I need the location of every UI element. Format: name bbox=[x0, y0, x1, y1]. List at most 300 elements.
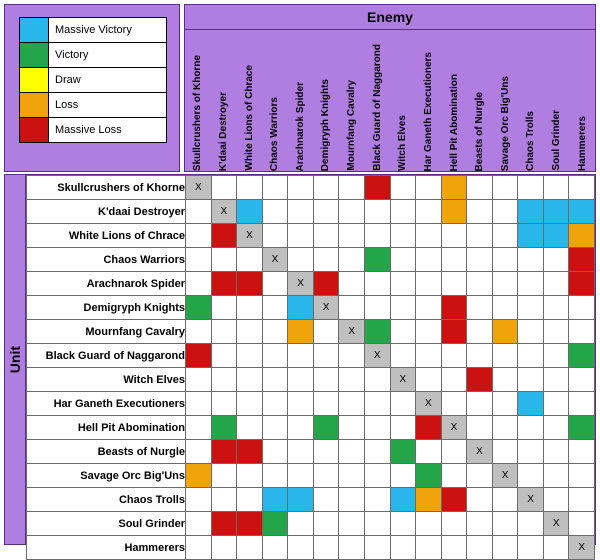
unit-row-label: Har Ganeth Executioners bbox=[27, 392, 186, 416]
matchup-cell bbox=[262, 176, 288, 200]
matchup-cell bbox=[543, 440, 569, 464]
matchup-cell: X bbox=[569, 536, 595, 560]
unit-row-label: Demigryph Knights bbox=[27, 296, 186, 320]
matchup-cell bbox=[390, 320, 416, 344]
matchup-cell bbox=[237, 248, 263, 272]
enemy-column-header bbox=[493, 30, 519, 171]
enemy-column-header-label: Hammerers bbox=[576, 115, 588, 171]
matchup-cell bbox=[237, 416, 263, 440]
matchup-cell bbox=[543, 296, 569, 320]
matchup-cell: X bbox=[288, 272, 314, 296]
table-row bbox=[27, 392, 595, 416]
matchup-cell bbox=[441, 368, 467, 392]
matchup-cell bbox=[288, 344, 314, 368]
matchup-cell bbox=[518, 296, 544, 320]
matchup-cell bbox=[518, 272, 544, 296]
matchup-cell: X bbox=[186, 176, 212, 200]
matchup-cell bbox=[237, 512, 263, 536]
enemy-column-header-label: Demigryph Knights bbox=[320, 78, 332, 171]
matchup-cell bbox=[313, 392, 339, 416]
matchup-cell bbox=[467, 392, 493, 416]
matchup-cell bbox=[390, 392, 416, 416]
unit-row-label: Savage Orc Big'Uns bbox=[27, 464, 186, 488]
matchup-cell bbox=[492, 536, 518, 560]
matchup-cell bbox=[288, 248, 314, 272]
matchup-cell bbox=[262, 272, 288, 296]
unit-row-label: White Lions of Chrace bbox=[27, 224, 186, 248]
matchup-cell bbox=[186, 296, 212, 320]
matchup-cell bbox=[313, 416, 339, 440]
matchup-cell bbox=[262, 296, 288, 320]
matchup-cell bbox=[186, 368, 212, 392]
matchup-cell bbox=[492, 488, 518, 512]
matchup-cell bbox=[441, 224, 467, 248]
matchup-cell bbox=[211, 488, 237, 512]
matchup-cell: X bbox=[313, 296, 339, 320]
matchup-cell bbox=[339, 488, 365, 512]
matchup-cell bbox=[569, 176, 595, 200]
matchup-cell bbox=[364, 176, 390, 200]
matchup-cell bbox=[186, 536, 212, 560]
matchup-cell bbox=[416, 224, 442, 248]
matchup-cell bbox=[569, 392, 595, 416]
matchup-cell bbox=[262, 392, 288, 416]
matchup-cell bbox=[467, 464, 493, 488]
matchup-cell bbox=[262, 536, 288, 560]
matchup-cell bbox=[211, 248, 237, 272]
matchup-cell bbox=[211, 344, 237, 368]
legend-item bbox=[20, 118, 166, 142]
legend-item bbox=[20, 93, 166, 118]
matchup-cell bbox=[441, 296, 467, 320]
matchup-cell bbox=[313, 344, 339, 368]
matchup-cell bbox=[186, 272, 212, 296]
matchup-cell bbox=[441, 344, 467, 368]
matchup-cell bbox=[416, 488, 442, 512]
matchup-cell bbox=[288, 488, 314, 512]
matchup-cell bbox=[313, 320, 339, 344]
matchup-cell bbox=[390, 272, 416, 296]
legend-swatch bbox=[20, 93, 49, 117]
matchup-cell bbox=[237, 368, 263, 392]
unit-header-label bbox=[4, 174, 26, 545]
matchup-cell bbox=[390, 176, 416, 200]
matchup-cell bbox=[416, 296, 442, 320]
matchup-cell bbox=[416, 344, 442, 368]
matchup-cell bbox=[467, 536, 493, 560]
matchup-cell bbox=[518, 176, 544, 200]
matchup-cell bbox=[288, 392, 314, 416]
matchup-cell bbox=[492, 344, 518, 368]
enemy-column-header-label: Soul Grinder bbox=[551, 110, 563, 171]
matchup-cell bbox=[262, 488, 288, 512]
table-row bbox=[27, 368, 595, 392]
matchup-cell: X bbox=[518, 488, 544, 512]
matchup-cell bbox=[441, 488, 467, 512]
matchup-cell bbox=[390, 296, 416, 320]
unit-row-label: Beasts of Nurgle bbox=[27, 440, 186, 464]
matchup-cell bbox=[543, 536, 569, 560]
matchup-cell bbox=[339, 200, 365, 224]
matchup-cell bbox=[492, 416, 518, 440]
matchup-cell bbox=[237, 392, 263, 416]
matchup-cell bbox=[518, 512, 544, 536]
enemy-column-header bbox=[185, 30, 211, 171]
matchup-cell bbox=[237, 440, 263, 464]
matchup-cell bbox=[492, 200, 518, 224]
unit-header-text: Unit bbox=[7, 345, 23, 374]
matchup-cell: X bbox=[416, 392, 442, 416]
matchup-cell bbox=[543, 464, 569, 488]
matchup-cell bbox=[467, 416, 493, 440]
matchup-cell bbox=[211, 320, 237, 344]
matchup-cell bbox=[364, 392, 390, 416]
matchup-cell: X bbox=[492, 464, 518, 488]
matchup-cell bbox=[211, 440, 237, 464]
enemy-column-header-label: K'daai Destroyer bbox=[217, 91, 229, 171]
matchup-cell bbox=[262, 368, 288, 392]
matchup-cell bbox=[467, 224, 493, 248]
legend-item bbox=[20, 68, 166, 93]
matchup-cell bbox=[262, 464, 288, 488]
matchup-cell bbox=[186, 344, 212, 368]
matchup-cell bbox=[492, 440, 518, 464]
matchup-cell bbox=[288, 368, 314, 392]
matchup-cell bbox=[467, 248, 493, 272]
matchup-cell bbox=[211, 464, 237, 488]
unit-row-label: Arachnarok Spider bbox=[27, 272, 186, 296]
matchup-cell bbox=[390, 344, 416, 368]
legend-item-label: Loss bbox=[55, 99, 79, 111]
matchup-cell bbox=[288, 224, 314, 248]
matchup-cell: X bbox=[467, 440, 493, 464]
legend-item bbox=[20, 43, 166, 68]
matchup-cell bbox=[416, 464, 442, 488]
matchup-cell bbox=[390, 224, 416, 248]
matchup-cell bbox=[364, 296, 390, 320]
matchup-cell bbox=[237, 344, 263, 368]
matchup-cell bbox=[313, 464, 339, 488]
matchup-cell bbox=[339, 440, 365, 464]
matchup-cell bbox=[416, 176, 442, 200]
matchup-cell bbox=[416, 272, 442, 296]
legend-item bbox=[20, 18, 166, 43]
matchup-cell: X bbox=[262, 248, 288, 272]
legend-item-label: Draw bbox=[55, 74, 81, 86]
matchup-cell bbox=[237, 536, 263, 560]
matchup-cell bbox=[441, 440, 467, 464]
matchup-cell bbox=[518, 320, 544, 344]
matchup-cell bbox=[288, 416, 314, 440]
matchup-cell bbox=[211, 512, 237, 536]
matchup-table bbox=[26, 175, 595, 560]
matchup-cell bbox=[237, 272, 263, 296]
unit-row-label: Chaos Trolls bbox=[27, 488, 186, 512]
enemy-column-header-label: Skullcrushers of Khorne bbox=[192, 54, 204, 171]
matchup-cell bbox=[339, 512, 365, 536]
matchup-cell bbox=[288, 320, 314, 344]
legend-swatch bbox=[20, 118, 49, 142]
matchup-cell bbox=[518, 464, 544, 488]
matchup-cell bbox=[492, 296, 518, 320]
matchup-cell bbox=[467, 320, 493, 344]
matchup-cell bbox=[543, 488, 569, 512]
matchup-cell bbox=[364, 200, 390, 224]
legend-box bbox=[19, 17, 167, 143]
matchup-cell: X bbox=[441, 416, 467, 440]
matchup-cell bbox=[518, 344, 544, 368]
matchup-cell bbox=[186, 416, 212, 440]
matchup-cell bbox=[364, 440, 390, 464]
enemy-column-header bbox=[364, 30, 390, 171]
legend-item-label: Massive Loss bbox=[55, 124, 122, 136]
matchup-cell: X bbox=[543, 512, 569, 536]
matchup-cell bbox=[492, 320, 518, 344]
legend-swatch bbox=[20, 68, 49, 92]
matchup-cell bbox=[492, 392, 518, 416]
table-row bbox=[27, 488, 595, 512]
table-row bbox=[27, 464, 595, 488]
unit-row-label: Hell Pit Abomination bbox=[27, 416, 186, 440]
unit-row-label: K'daai Destroyer bbox=[27, 200, 186, 224]
matchup-cell bbox=[339, 416, 365, 440]
matchup-cell bbox=[492, 512, 518, 536]
matchup-cell bbox=[364, 248, 390, 272]
matchup-cell bbox=[518, 368, 544, 392]
enemy-column-header-label: Har Ganeth Executioners bbox=[422, 51, 434, 171]
matchup-cell bbox=[416, 320, 442, 344]
matchup-cell bbox=[339, 368, 365, 392]
matchup-cell bbox=[186, 464, 212, 488]
matchup-cell: X bbox=[339, 320, 365, 344]
legend-item-label: Victory bbox=[55, 49, 89, 61]
matchup-cell bbox=[467, 200, 493, 224]
matchup-cell bbox=[492, 272, 518, 296]
matchup-cell bbox=[441, 512, 467, 536]
unit-row-label: Black Guard of Naggarond bbox=[27, 344, 186, 368]
matchup-cell bbox=[364, 368, 390, 392]
enemy-column-headers bbox=[184, 30, 596, 172]
matchup-cell bbox=[313, 488, 339, 512]
legend-item-label: Massive Victory bbox=[55, 24, 132, 36]
matchup-cell bbox=[364, 536, 390, 560]
matchup-cell bbox=[288, 200, 314, 224]
matchup-cell bbox=[441, 464, 467, 488]
matchup-cell bbox=[211, 392, 237, 416]
table-row bbox=[27, 440, 595, 464]
matchup-cell bbox=[543, 416, 569, 440]
matchup-cell bbox=[569, 296, 595, 320]
matchup-cell bbox=[390, 440, 416, 464]
matchup-cell bbox=[211, 176, 237, 200]
matchup-cell bbox=[262, 320, 288, 344]
matchup-cell bbox=[211, 296, 237, 320]
unit-row-label: Witch Elves bbox=[27, 368, 186, 392]
matchup-cell bbox=[211, 416, 237, 440]
matchup-cell bbox=[543, 248, 569, 272]
matchup-cell bbox=[313, 200, 339, 224]
matchup-cell bbox=[186, 200, 212, 224]
matchup-cell bbox=[364, 488, 390, 512]
matchup-cell bbox=[364, 464, 390, 488]
enemy-column-header bbox=[416, 30, 442, 171]
matchup-cell bbox=[467, 368, 493, 392]
matchup-cell bbox=[186, 224, 212, 248]
enemy-column-header bbox=[262, 30, 288, 171]
matchup-cell bbox=[569, 368, 595, 392]
matchup-cell bbox=[364, 512, 390, 536]
matchup-cell bbox=[262, 440, 288, 464]
matchup-cell bbox=[262, 344, 288, 368]
matchup-cell bbox=[390, 248, 416, 272]
matchup-cell bbox=[543, 344, 569, 368]
matchup-cell bbox=[518, 248, 544, 272]
matchup-cell bbox=[364, 320, 390, 344]
matchup-cell bbox=[390, 536, 416, 560]
matchup-cell bbox=[441, 272, 467, 296]
matchup-cell bbox=[416, 416, 442, 440]
legend-swatch bbox=[20, 43, 49, 67]
matchup-cell bbox=[543, 392, 569, 416]
matchup-cell bbox=[518, 440, 544, 464]
enemy-column-header bbox=[288, 30, 314, 171]
enemy-column-header-label: Chaos Trolls bbox=[525, 110, 537, 171]
matchup-cell bbox=[543, 200, 569, 224]
enemy-column-header-label: Mournfang Cavalry bbox=[346, 80, 358, 171]
matchup-cell bbox=[288, 296, 314, 320]
table-row bbox=[27, 248, 595, 272]
matchup-cell: X bbox=[211, 200, 237, 224]
matchup-cell bbox=[492, 248, 518, 272]
enemy-column-header-label: Savage Orc Big'Uns bbox=[499, 75, 511, 171]
matchup-cell bbox=[569, 224, 595, 248]
table-row bbox=[27, 344, 595, 368]
table-row bbox=[27, 320, 595, 344]
enemy-column-header bbox=[544, 30, 570, 171]
matchup-cell bbox=[569, 248, 595, 272]
enemy-column-header-label: Arachnarok Spider bbox=[294, 81, 306, 171]
matchup-cell bbox=[262, 416, 288, 440]
matchup-cell bbox=[543, 176, 569, 200]
matchup-cell bbox=[390, 200, 416, 224]
enemy-column-header bbox=[313, 30, 339, 171]
matchup-cell bbox=[492, 368, 518, 392]
table-row bbox=[27, 272, 595, 296]
enemy-column-header bbox=[569, 30, 595, 171]
matchup-cell bbox=[569, 344, 595, 368]
matchup-cell bbox=[186, 512, 212, 536]
matchup-cell bbox=[339, 224, 365, 248]
enemy-column-header bbox=[390, 30, 416, 171]
legend-swatch bbox=[20, 18, 49, 42]
matchup-cell bbox=[543, 368, 569, 392]
matchup-cell bbox=[569, 440, 595, 464]
matchup-cell bbox=[467, 272, 493, 296]
matchup-cell bbox=[492, 224, 518, 248]
matchup-cell bbox=[313, 272, 339, 296]
enemy-column-header-label: Witch Elves bbox=[397, 114, 409, 171]
enemy-column-header-label: Chaos Warriors bbox=[269, 96, 281, 171]
matchup-cell bbox=[288, 536, 314, 560]
unit-row-label: Chaos Warriors bbox=[27, 248, 186, 272]
table-row bbox=[27, 200, 595, 224]
matchup-cell bbox=[339, 248, 365, 272]
matchup-cell bbox=[518, 224, 544, 248]
matchup-cell bbox=[237, 488, 263, 512]
unit-row-label: Hammerers bbox=[27, 536, 186, 560]
matchup-cell bbox=[262, 200, 288, 224]
matchup-cell bbox=[518, 416, 544, 440]
matchup-cell bbox=[237, 464, 263, 488]
matchup-cell bbox=[569, 488, 595, 512]
matchup-cell bbox=[416, 536, 442, 560]
matchup-cell bbox=[313, 536, 339, 560]
table-row bbox=[27, 176, 595, 200]
enemy-column-header bbox=[236, 30, 262, 171]
enemy-column-header-label: Beasts of Nurgle bbox=[474, 91, 486, 171]
matchup-cell bbox=[313, 440, 339, 464]
table-row bbox=[27, 536, 595, 560]
matchup-cell bbox=[186, 248, 212, 272]
enemy-column-header bbox=[518, 30, 544, 171]
matchup-cell bbox=[339, 296, 365, 320]
matchup-cell bbox=[467, 344, 493, 368]
matchup-cell bbox=[211, 368, 237, 392]
matchup-cell bbox=[416, 512, 442, 536]
matchup-cell bbox=[186, 392, 212, 416]
enemy-column-header-label: Hell Pit Abomination bbox=[448, 73, 460, 171]
table-row bbox=[27, 296, 595, 320]
matchup-cell bbox=[416, 248, 442, 272]
table-row bbox=[27, 512, 595, 536]
matchup-cell bbox=[313, 224, 339, 248]
matchup-cell: X bbox=[390, 368, 416, 392]
matchup-cell bbox=[492, 176, 518, 200]
matchup-cell bbox=[416, 200, 442, 224]
matchup-cell bbox=[569, 464, 595, 488]
matchup-cell bbox=[211, 224, 237, 248]
matchup-cell bbox=[339, 392, 365, 416]
matchup-cell bbox=[569, 416, 595, 440]
matchup-grid bbox=[26, 174, 596, 554]
matchup-cell bbox=[262, 512, 288, 536]
matchup-cell bbox=[467, 512, 493, 536]
enemy-column-header bbox=[441, 30, 467, 171]
legend-panel bbox=[4, 4, 180, 172]
matchup-cell bbox=[518, 392, 544, 416]
matchup-cell bbox=[288, 440, 314, 464]
matchup-cell bbox=[186, 488, 212, 512]
matchup-cell bbox=[237, 320, 263, 344]
matchup-cell bbox=[237, 176, 263, 200]
matchup-cell bbox=[186, 440, 212, 464]
enemy-header-label: Enemy bbox=[184, 4, 596, 30]
matchup-cell bbox=[313, 176, 339, 200]
matchup-cell bbox=[441, 248, 467, 272]
matchup-cell bbox=[569, 512, 595, 536]
matchup-cell bbox=[339, 536, 365, 560]
matchup-cell bbox=[569, 272, 595, 296]
table-row bbox=[27, 416, 595, 440]
enemy-column-header bbox=[467, 30, 493, 171]
unit-row-label: Mournfang Cavalry bbox=[27, 320, 186, 344]
enemy-column-header-label: Black Guard of Naggarond bbox=[371, 44, 383, 171]
matchup-cell bbox=[569, 200, 595, 224]
matchup-cell bbox=[339, 464, 365, 488]
matchup-cell bbox=[467, 296, 493, 320]
unit-row-label: Skullcrushers of Khorne bbox=[27, 176, 186, 200]
matchup-cell bbox=[262, 224, 288, 248]
